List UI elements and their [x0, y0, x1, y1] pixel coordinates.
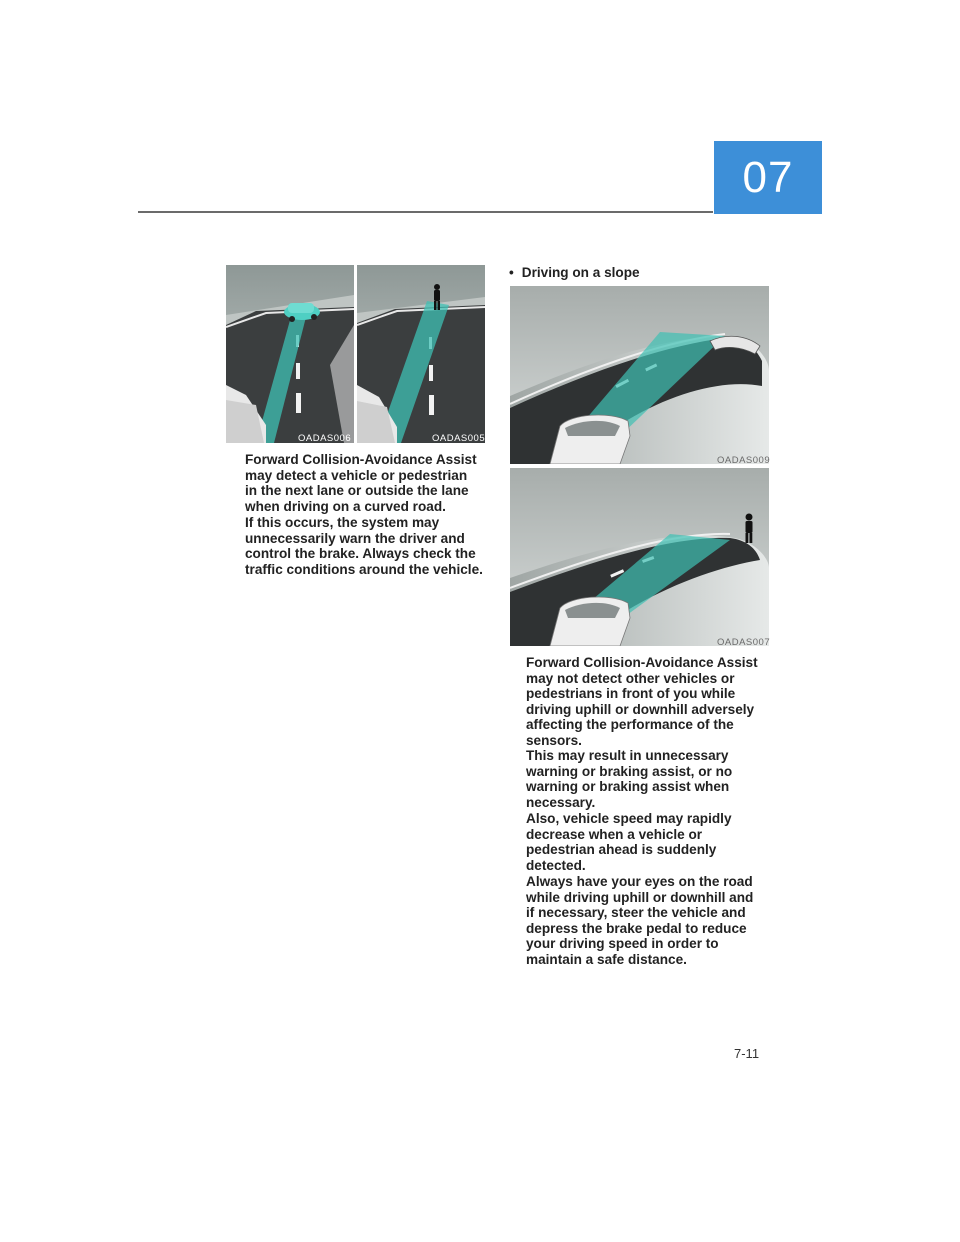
- right-paragraph-3: Also, vehicle speed may rapidly decrease when a vehicle or pedestrian ahead is suddenly detected.: [526, 811, 732, 873]
- figure-slope-pedestrian: [510, 468, 769, 646]
- right-paragraph-4: Always have your eyes on the road while driving uphill or downhill and if necessary, steer the vehicle and depress the brake pedal to reduce your driving speed in order to maintain a safe distance.: [526, 874, 754, 967]
- figure-slope-vehicle: [510, 286, 769, 464]
- chapter-number: 07: [742, 152, 794, 202]
- figure-code: OADAS006: [298, 433, 352, 444]
- right-paragraph-2: This may result in unnecessary warning or braking assist, or no warning or braking assist when necessary.: [526, 748, 733, 810]
- figure-curved-road-vehicle: [226, 265, 354, 443]
- header-rule: [138, 211, 713, 213]
- figure-code: OADAS007: [717, 637, 771, 648]
- bullet-driving-on-slope: [509, 265, 640, 280]
- page-number: 7-11: [734, 1046, 760, 1061]
- left-paragraph-1: Forward Collision-Avoidance Assist may detect a vehicle or pedestrian in the next lane or outside the lane when driving on a curved road.: [245, 452, 477, 514]
- right-paragraph-1: Forward Collision-Avoidance Assist may not detect other vehicles or pedestrians in front of you while driving uphill or downhill adversely affecting the performance of the sensors.: [526, 655, 758, 748]
- left-paragraph-2: If this occurs, the system may unnecessarily warn the driver and control the brake. Always check the traffic conditions around the vehicle.: [245, 515, 483, 577]
- figure-code: OADAS009: [717, 455, 771, 466]
- figure-code: OADAS005: [432, 433, 486, 444]
- chapter-tab: [714, 141, 822, 214]
- bullet-label: Driving on a slope: [521, 265, 640, 280]
- figure-curved-road-pedestrian: [357, 265, 485, 443]
- bullet-marker: •: [509, 265, 514, 280]
